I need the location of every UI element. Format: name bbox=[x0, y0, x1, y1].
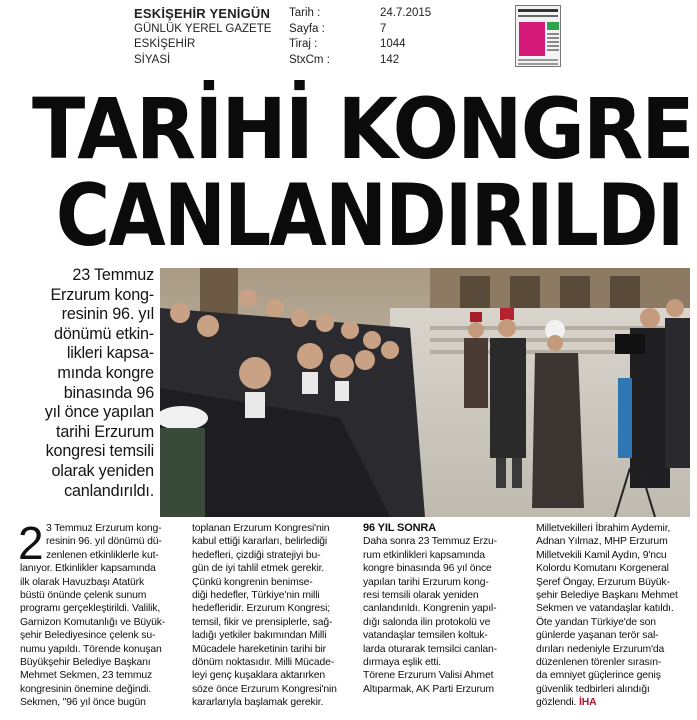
publication-category: SİYASİ bbox=[134, 53, 171, 66]
body-line: yapılan tarihi Erzurum kong- bbox=[363, 576, 489, 588]
body-line: Öte yandan Türkiye'de son bbox=[536, 616, 656, 628]
body-line: leyi genç kuşaklara aktarırken bbox=[192, 670, 325, 682]
lead-line: Erzurum kong- bbox=[50, 285, 154, 304]
body-line: Garnizon Komutanlığı ve Büyük- bbox=[20, 616, 166, 628]
section-subhead: 96 YIL SONRA bbox=[363, 522, 436, 534]
body-line-last bbox=[536, 696, 694, 709]
lead-line: dönümü etkin- bbox=[54, 324, 154, 343]
meta-value-date: 24.7.2015 bbox=[380, 7, 432, 19]
body-line: resinin 96. yıl dönümü dü- bbox=[46, 536, 162, 548]
body-column-2 bbox=[192, 522, 360, 710]
meta-label-date: Tarih : bbox=[289, 7, 321, 19]
lead-line: yıl önce yapılan bbox=[44, 403, 154, 422]
body-line: hedefleri, çizdiği stratejiyi bu- bbox=[192, 549, 321, 561]
body-line: kongre binasında 96 yıl önce bbox=[363, 563, 492, 575]
meta-values bbox=[380, 6, 460, 68]
lead-line: canlandırıldı. bbox=[64, 481, 154, 500]
meta-labels bbox=[289, 6, 369, 68]
page-thumbnail[interactable] bbox=[515, 5, 561, 67]
body-column-1 bbox=[18, 517, 188, 710]
drop-cap: 2 bbox=[18, 517, 44, 569]
body-line: Milletvekilleri İbrahim Aydemir, bbox=[536, 523, 671, 534]
body-line: vatandaşlar temsilen koltuk- bbox=[363, 630, 488, 642]
meta-label-stxcm: StxCm : bbox=[289, 53, 330, 66]
lead-line: tarihi Erzurum bbox=[56, 422, 154, 441]
body-line: Kolordu Komutanı Korgeneral bbox=[536, 563, 669, 575]
headline-line-1: TARİHİ KONGRE bbox=[31, 80, 693, 178]
body-line: şehir Belediye Başkanı Mehmet bbox=[536, 590, 678, 602]
body-line: gün de iyi tahlil etmek gerekir. bbox=[192, 563, 325, 575]
body-line: dığı salonda ilin protokolü ve bbox=[363, 616, 491, 628]
body-line: da emniyet güçlerince geniş bbox=[536, 670, 661, 682]
body-line: günlerde yaşanan terör sal- bbox=[536, 630, 659, 642]
body-line: Törene Erzurum Valisi Ahmet bbox=[363, 670, 494, 682]
body-line: güvenlik tedbirleri alındığı bbox=[536, 683, 650, 695]
body-line-end: gözlendi. bbox=[536, 697, 577, 709]
body-line: Mücadele hareketinin tarihi bir bbox=[192, 643, 326, 655]
body-line: Çünkü kongrenin benimse- bbox=[192, 576, 313, 588]
publication-info bbox=[134, 6, 284, 68]
body-line: Mehmet Sekmen, 23 temmuz bbox=[20, 670, 153, 682]
body-line: Adnan Yılmaz, MHP Erzurum bbox=[536, 536, 668, 548]
meta-label-page: Sayfa : bbox=[289, 22, 325, 35]
body-line: dönüm noktasıdır. Milli Mücade- bbox=[192, 657, 335, 669]
ceremony-photo bbox=[160, 268, 690, 517]
body-line: larda oturarak temsilci canlan- bbox=[363, 643, 497, 655]
body-column-4 bbox=[536, 522, 694, 710]
body-line: hedefleridir. Erzurum Kongresi; bbox=[192, 603, 330, 615]
body-line: dırmaya eşlik etti. bbox=[363, 657, 441, 669]
ceremony-photo-illustration bbox=[160, 268, 690, 517]
body-line: lanıyor. Etkinlikler kapsamında bbox=[20, 563, 156, 575]
body-line: Daha sonra 23 Temmuz Erzu- bbox=[363, 536, 497, 548]
agency-credit: İHA bbox=[579, 697, 597, 709]
meta-value-circulation: 1044 bbox=[380, 38, 406, 50]
body-line: düzenlenen törenler sırasın- bbox=[536, 657, 662, 669]
body-line: Büyükşehir Belediye Başkanı bbox=[20, 657, 151, 669]
lead-line: olarak yeniden bbox=[51, 461, 154, 480]
body-line: temsil, fikir ve prensiplerle, sağ- bbox=[192, 616, 333, 628]
body-line: söze önce Erzurum Kongresi'nin bbox=[192, 683, 337, 695]
article-lead bbox=[4, 266, 154, 501]
body-line: ilk olarak Havuzbaşı Atatürk bbox=[20, 576, 145, 588]
lead-line: mında kongre bbox=[57, 363, 154, 382]
body-line: kararlarıyla başlamak gerekir. bbox=[192, 697, 324, 709]
meta-value-stxcm: 142 bbox=[380, 53, 400, 66]
publication-name: ESKİŞEHİR YENİGÜN bbox=[134, 6, 271, 21]
publication-city: ESKİŞEHİR bbox=[134, 38, 196, 50]
body-line: resi temsili olarak yeniden bbox=[363, 590, 479, 602]
body-line: dırıları nedeniyle Erzurum'da bbox=[536, 643, 665, 655]
body-line: diği hedefler, Türkiye'nin milli bbox=[192, 590, 320, 602]
body-line: toplanan Erzurum Kongresi'nin bbox=[192, 523, 330, 534]
body-line: numu yapıldı. Törende konuşan bbox=[20, 643, 162, 655]
body-line: Sekmen ve vatandaşlar katıldı. bbox=[536, 603, 674, 615]
body-column-3 bbox=[363, 522, 527, 696]
body-line: 3 Temmuz Erzurum kong- bbox=[46, 523, 162, 534]
body-line: büstü önünde çelenk sunum bbox=[20, 590, 147, 602]
body-line: rum etkinlikleri kapsamında bbox=[363, 549, 485, 561]
body-line: Altıparmak, AK Parti Erzurum bbox=[363, 683, 494, 695]
body-line: Milletvekili Kamil Aydın, 9'ncu bbox=[536, 549, 667, 561]
body-line: canlandırıldı. Kongrenin yapıl- bbox=[363, 603, 497, 615]
body-line: şehir Belediyesince çelenk su- bbox=[20, 630, 156, 642]
headline-line-2: CANLANDIRILDI bbox=[55, 166, 683, 266]
publication-type: GÜNLÜK YEREL GAZETE bbox=[134, 22, 272, 35]
body-line: ladığı yetkiler bakımından Milli bbox=[192, 630, 327, 642]
lead-line: likleri kapsa- bbox=[66, 344, 154, 363]
body-line: kongresinin önemine değindi. bbox=[20, 683, 151, 695]
lead-line: resinin 96. yıl bbox=[61, 305, 154, 324]
body-line: Sekmen, "96 yıl önce bugün bbox=[20, 697, 146, 709]
body-line: zenlenen etkinliklerle kut- bbox=[46, 549, 159, 561]
lead-line: binasında 96 bbox=[63, 383, 154, 402]
meta-label-circulation: Tiraj : bbox=[289, 38, 318, 50]
body-line: Şeref Öngay, Erzurum Büyük- bbox=[536, 576, 670, 588]
meta-value-page: 7 bbox=[380, 22, 387, 35]
lead-line: 23 Temmuz bbox=[72, 266, 154, 284]
body-line: programı gerçekleştirildi. Valilik, bbox=[20, 603, 161, 615]
lead-line: kongresi temsili bbox=[45, 442, 154, 461]
body-line: kabul ettiği kararları, belirlediği bbox=[192, 536, 328, 548]
